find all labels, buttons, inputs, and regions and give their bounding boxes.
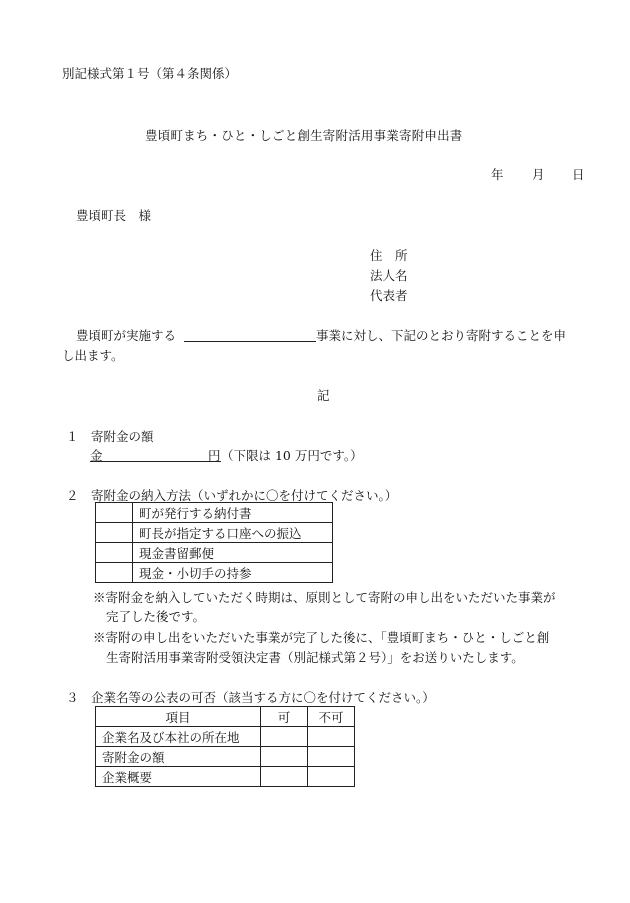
body-part1: 豊頃町が実施する [76, 328, 177, 343]
amount-note: （下限は 10 万円です。） [221, 448, 363, 463]
section1-heading: １ 寄附金の額 [66, 429, 154, 444]
table-row [96, 523, 333, 543]
payment-method-table [95, 502, 333, 583]
publication-table [95, 706, 355, 787]
allow-cell[interactable] [261, 727, 308, 747]
form-label: 別記様式第１号（第４条関係） [62, 66, 238, 81]
payment-note2-line2: 生寄附活用事業寄附受領決定書（別記様式第２号）」をお送りいたします。 [106, 650, 524, 665]
deny-cell[interactable] [308, 747, 355, 767]
table-row [96, 767, 355, 787]
body-part2: 事業に対し、下記のとおり寄附することを申 [316, 328, 567, 343]
table-row [96, 543, 333, 563]
addressee: 豊頃町長 様 [76, 208, 152, 223]
allow-cell[interactable] [261, 747, 308, 767]
header-item: 項目 [96, 707, 261, 727]
section3-heading: ３ 企業名等の公表の可否（該当する方に〇を付けてください。） [66, 690, 435, 705]
allow-cell[interactable] [261, 767, 308, 787]
section2-heading: ２ 寄附金の納入方法（いずれかに〇を付けてください。） [66, 488, 398, 503]
payment-method-label: 現金・小切手の持参 [133, 563, 333, 583]
payment-note1-line2: 完了した後です。 [106, 609, 206, 624]
ki-heading: 記 [317, 388, 330, 403]
deny-cell[interactable] [308, 767, 355, 787]
date-day: 日 [572, 167, 585, 182]
publication-item-label: 寄附金の額 [96, 747, 261, 767]
amount-blank[interactable] [90, 447, 221, 462]
payment-check-cell[interactable] [96, 523, 133, 543]
payment-note1-line1: ※寄附金を納入していただく時期は、原則として寄附の申し出をいただいた事業が [93, 590, 556, 605]
amount-yen: 円 [208, 448, 221, 463]
publication-item-label: 企業名及び本社の所在地 [96, 727, 261, 747]
payment-method-label: 現金書留郵便 [133, 543, 333, 563]
table-row [96, 747, 355, 767]
applicant-address-label: 住 所 [370, 248, 408, 263]
document-title: 豊頃町まち・ひと・しごと創生寄附活用事業寄附申出書 [145, 128, 463, 143]
applicant-representative-label: 代表者 [370, 288, 408, 303]
table-row [96, 727, 355, 747]
header-allow: 可 [261, 707, 308, 727]
table-row [96, 503, 333, 523]
table-header-row [96, 707, 355, 727]
publication-item-label: 企業概要 [96, 767, 261, 787]
payment-note2-line1: ※寄附の申し出をいただいた事業が完了した後に、「豊頃町まち・ひと・しごと創 [93, 630, 550, 645]
applicant-corp-name-label: 法人名 [370, 268, 408, 283]
payment-method-label: 町が発行する納付書 [133, 503, 333, 523]
header-deny: 不可 [308, 707, 355, 727]
deny-cell[interactable] [308, 727, 355, 747]
amount-kin: 金 [90, 448, 103, 463]
project-name-blank[interactable] [184, 327, 316, 342]
payment-check-cell[interactable] [96, 543, 133, 563]
payment-method-label: 町長が指定する口座への振込 [133, 523, 333, 543]
table-row [96, 563, 333, 583]
payment-check-cell[interactable] [96, 503, 133, 523]
date-month: 月 [532, 167, 545, 182]
body-line2: し出ます。 [62, 348, 124, 363]
payment-check-cell[interactable] [96, 563, 133, 583]
date-year: 年 [491, 167, 504, 182]
